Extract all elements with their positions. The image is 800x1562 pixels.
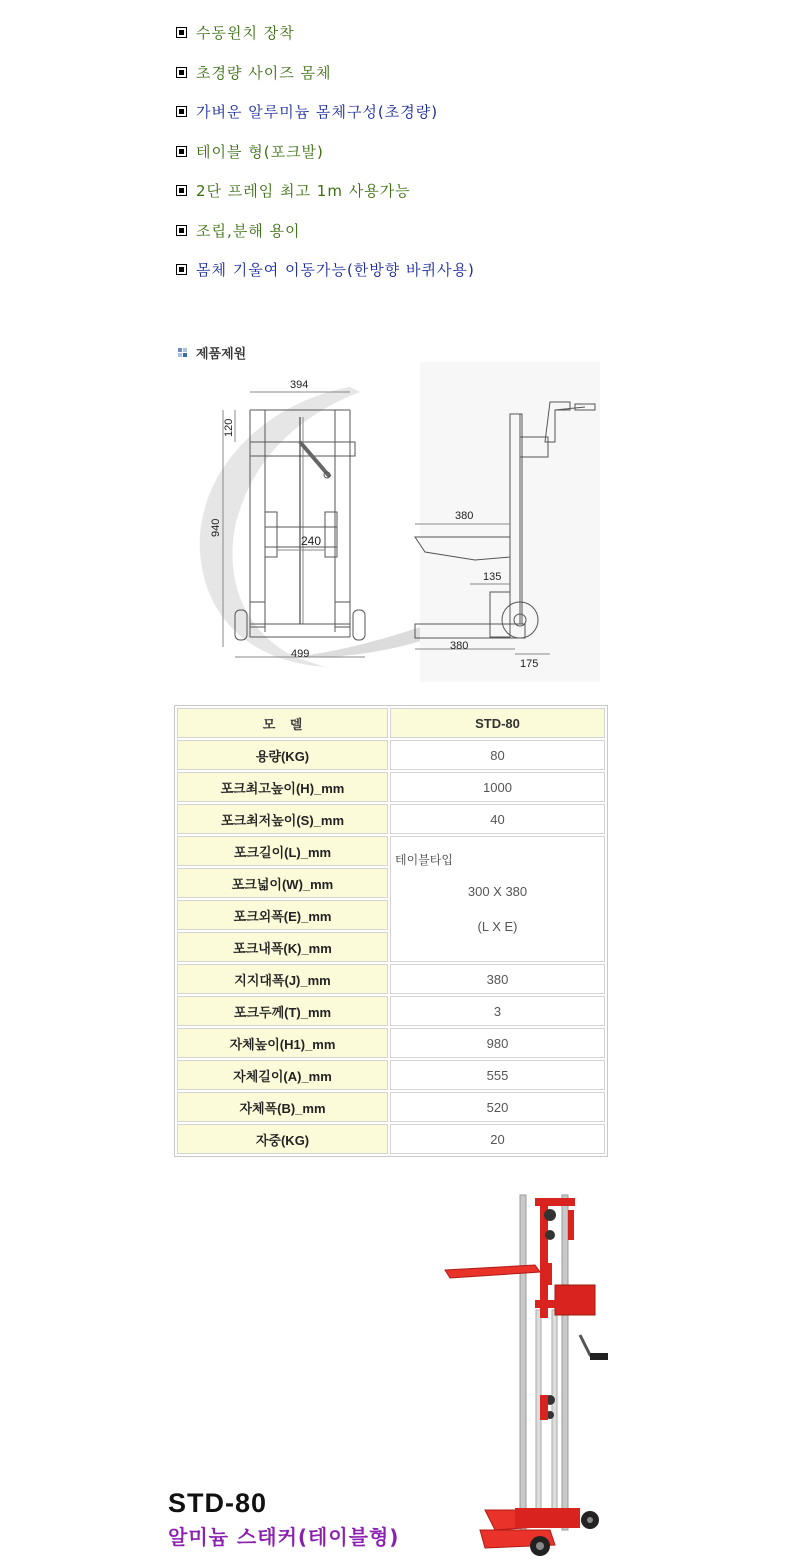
product-model: STD-80 xyxy=(168,1488,268,1518)
feature-text: 가벼운 알루미늄 몸체구성(초경량) xyxy=(196,102,439,121)
bullet-box-icon xyxy=(176,146,187,157)
row-label: 포크넓이(W)_mm xyxy=(177,868,388,898)
row-label: 포크최고높이(H)_mm xyxy=(177,772,388,802)
table-row xyxy=(177,740,605,770)
merged-type: 테이블타입 xyxy=(395,853,453,867)
table-row xyxy=(177,804,605,834)
stacker-illustration xyxy=(445,1195,608,1556)
side-base-length: 380 xyxy=(450,640,469,652)
row-value: 80 xyxy=(390,740,605,770)
section-title xyxy=(178,343,246,362)
feature-item-7 xyxy=(176,258,475,280)
bullet-box-icon xyxy=(176,225,187,236)
table-row xyxy=(177,964,605,994)
merged-note: (L X E) xyxy=(477,919,518,934)
row-value: 3 xyxy=(390,996,605,1026)
feature-text: 몸체 기울여 이동가능(한방향 바퀴사용) xyxy=(196,260,475,279)
feature-text: 수동윈치 장착 xyxy=(196,23,295,42)
feature-text: 테이블 형(포크발) xyxy=(196,142,324,161)
feature-item-3 xyxy=(176,100,438,122)
section-bullet-icon xyxy=(178,348,188,358)
dimension-diagram xyxy=(175,362,605,687)
section-title-text: 제품제원 xyxy=(196,347,247,362)
table-row xyxy=(177,836,605,866)
row-label: 포크최저높이(S)_mm xyxy=(177,804,388,834)
front-total-height: 940 xyxy=(210,518,222,537)
row-value: 380 xyxy=(390,964,605,994)
feature-text: 조립,분해 용이 xyxy=(196,221,301,240)
row-label: 자체폭(B)_mm xyxy=(177,1092,388,1122)
table-row xyxy=(177,1028,605,1058)
table-row xyxy=(177,772,605,802)
row-value: 1000 xyxy=(390,772,605,802)
row-label: 용량(KG) xyxy=(177,740,388,770)
side-view xyxy=(415,362,600,682)
bullet-box-icon xyxy=(176,67,187,78)
header-label: 모 델 xyxy=(177,708,388,738)
front-top-width: 394 xyxy=(290,379,309,391)
table-row xyxy=(177,1092,605,1122)
feature-text: 2단 프레임 최고 1m 사용가능 xyxy=(196,181,411,200)
table-row xyxy=(177,1124,605,1154)
row-label: 포크길이(L)_mm xyxy=(177,836,388,866)
front-inner-width: 240 xyxy=(301,534,322,548)
feature-item-2 xyxy=(176,61,331,83)
bullet-box-icon xyxy=(176,27,187,38)
row-value: 555 xyxy=(390,1060,605,1090)
product-name: 알미늄 스태커(테이블형) xyxy=(168,1525,400,1549)
side-wheel-offset: 175 xyxy=(520,658,539,670)
side-fork-length: 380 xyxy=(455,510,474,522)
table-row xyxy=(177,1060,605,1090)
table-row xyxy=(177,996,605,1026)
bullet-box-icon xyxy=(176,264,187,275)
merged-dimension: 300 X 380 xyxy=(467,884,528,899)
feature-item-5 xyxy=(176,179,411,201)
spec-table xyxy=(174,705,608,1157)
row-label: 지지대폭(J)_mm xyxy=(177,964,388,994)
row-value: 40 xyxy=(390,804,605,834)
front-top-height: 120 xyxy=(223,418,235,437)
row-value: 980 xyxy=(390,1028,605,1058)
stacker-product-image xyxy=(440,1190,620,1560)
row-value: 520 xyxy=(390,1092,605,1122)
row-value: 20 xyxy=(390,1124,605,1154)
side-fork-offset: 135 xyxy=(483,571,502,583)
row-label: 포크두께(T)_mm xyxy=(177,996,388,1026)
bullet-box-icon xyxy=(176,106,187,117)
row-label: 자중(KG) xyxy=(177,1124,388,1154)
feature-text: 초경량 사이즈 몸체 xyxy=(196,63,332,82)
front-base-width: 499 xyxy=(291,648,310,660)
row-label: 자체높이(H1)_mm xyxy=(177,1028,388,1058)
row-label: 자체길이(A)_mm xyxy=(177,1060,388,1090)
feature-item-1 xyxy=(176,21,295,43)
row-label: 포크내폭(K)_mm xyxy=(177,932,388,962)
merged-fork-value xyxy=(390,836,605,962)
feature-item-6 xyxy=(176,219,300,241)
header-value: STD-80 xyxy=(390,708,605,738)
row-label: 포크외폭(E)_mm xyxy=(177,900,388,930)
feature-item-4 xyxy=(176,140,324,162)
bullet-box-icon xyxy=(176,185,187,196)
table-header-row xyxy=(177,708,605,738)
